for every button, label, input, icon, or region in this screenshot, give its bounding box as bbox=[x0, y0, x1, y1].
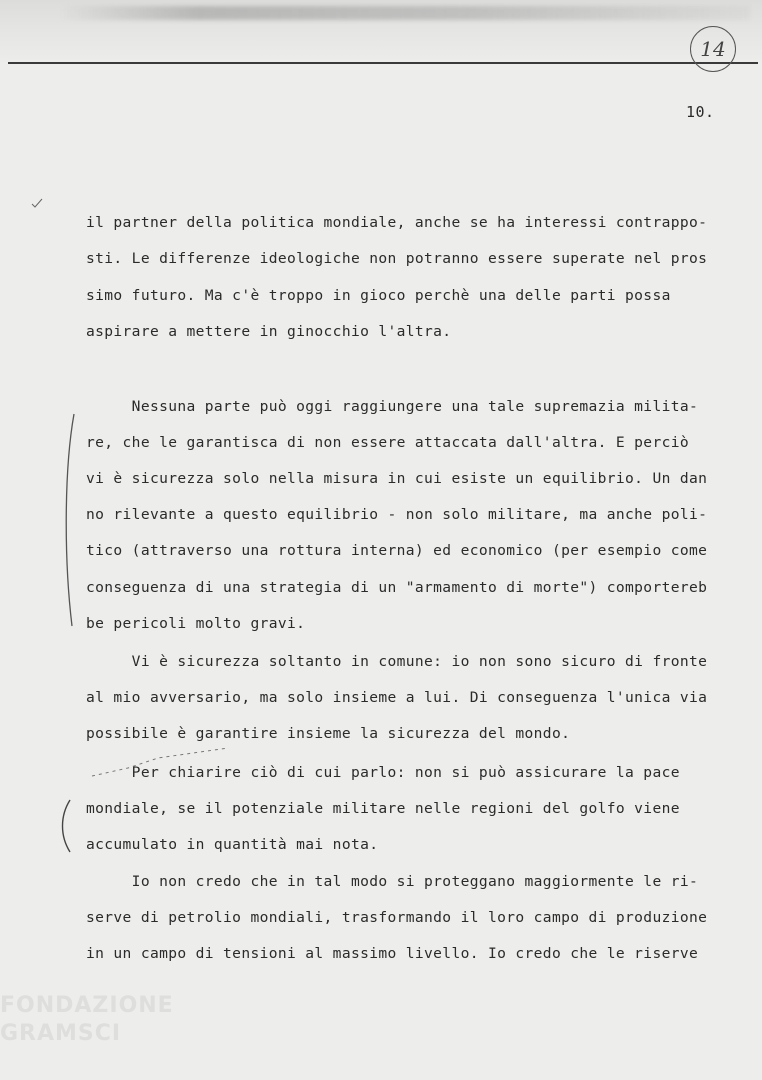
watermark-line: FONDAZIONE bbox=[0, 993, 174, 1018]
watermark bbox=[0, 992, 220, 1072]
stamp-number: 14 bbox=[700, 37, 726, 61]
text-line: mondiale, se il potenziale militare nelle regioni del golfo viene bbox=[86, 800, 680, 817]
text-line: conseguenza di una strategia di un "armamento di morte") comportereb bbox=[86, 579, 708, 596]
watermark-line: GRAMSCI bbox=[0, 1021, 122, 1046]
margin-paren-mark bbox=[58, 796, 74, 856]
text-line: no rilevante a questo equilibrio - non solo militare, ma anche poli- bbox=[86, 506, 708, 523]
archive-stamp bbox=[690, 26, 736, 72]
text-line: accumulato in quantità mai nota. bbox=[86, 836, 379, 853]
text-line: Nessuna parte può oggi raggiungere una tale supremazia milita- bbox=[86, 398, 699, 415]
text-line: Io non credo che in tal modo si proteggano maggiormente le ri- bbox=[86, 873, 699, 890]
text-line: aspirare a mettere in ginocchio l'altra. bbox=[86, 323, 452, 340]
page-number: 10. bbox=[686, 103, 715, 121]
text-line: Vi è sicurezza soltanto in comune: io non sono sicuro di fronte bbox=[86, 653, 708, 670]
text-line: re, che le garantisca di non essere attaccata dall'altra. E perciò bbox=[86, 434, 689, 451]
text-line: tico (attraverso una rottura interna) ed economico (per esempio come bbox=[86, 542, 708, 559]
text-line: vi è sicurezza solo nella misura in cui esiste un equilibrio. Un dan bbox=[86, 470, 708, 487]
text-line: be pericoli molto gravi. bbox=[86, 615, 306, 632]
text-line: in un campo di tensioni al massimo livello. Io credo che le riserve bbox=[86, 945, 699, 962]
text-line: il partner della politica mondiale, anche se ha interessi contrappo- bbox=[86, 214, 708, 231]
check-mark bbox=[30, 196, 44, 210]
margin-dash-mark bbox=[88, 740, 238, 780]
text-line: sti. Le differenze ideologiche non potranno essere superate nel pros bbox=[86, 250, 708, 267]
header-rule bbox=[8, 62, 758, 64]
scan-top-band bbox=[0, 0, 762, 62]
text-line: al mio avversario, ma solo insieme a lui. Di conseguenza l'unica via bbox=[86, 689, 708, 706]
text-line: possibile è garantire insieme la sicurezza del mondo. bbox=[86, 725, 571, 742]
margin-bracket-mark bbox=[60, 410, 80, 630]
text-line: simo futuro. Ma c'è troppo in gioco perchè una delle parti possa bbox=[86, 287, 671, 304]
text-line: Per chiarire ciò di cui parlo: non si può assicurare la pace bbox=[86, 764, 680, 781]
text-line: serve di petrolio mondiali, trasformando il loro campo di produzione bbox=[86, 909, 708, 926]
